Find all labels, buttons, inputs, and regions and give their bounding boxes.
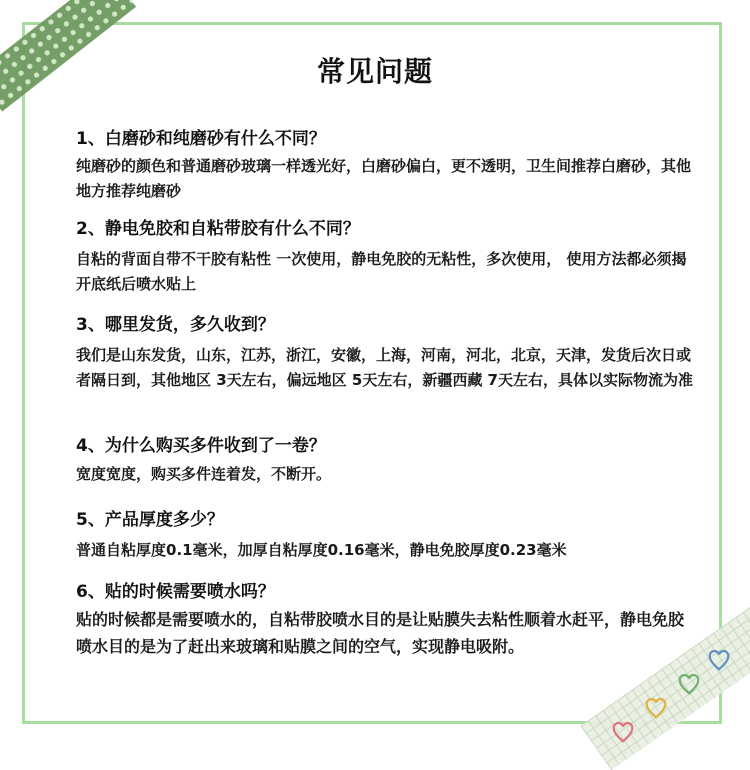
question-4: 4、为什么购买多件收到了一卷？: [76, 436, 326, 456]
question-2: 2、静电免胶和自粘带胶有什么不同？: [76, 219, 360, 239]
heart-icon: [645, 698, 667, 720]
answer-3: 我们是山东发货，山东，江苏，浙江，安徽，上海，河南，河北，北京，天津，发货后次日或者隔日到，其他地区 3天左右，偏远地区 5天左右，新疆西藏 7天左右，具体以实际物流为准: [76, 346, 693, 389]
question-5: 5、产品厚度多少？: [76, 510, 224, 530]
answer-4: 宽度宽度，购买多件连着发，不断开。: [76, 465, 332, 483]
heart-icon: [708, 650, 730, 672]
heart-icon: [612, 722, 634, 744]
answer-1: 纯磨砂的颜色和普通磨砂玻璃一样透光好，白磨砂偏白，更不透明，卫生间推荐白磨砂，其他地方推荐纯磨砂: [76, 157, 692, 200]
answer-6: 贴的时候都是需要喷水的，自粘带胶喷水目的是让贴膜失去粘性顺着水赶平，静电免胶喷水目的是为了赶出来玻璃和贴膜之间的空气，实现静电吸附。: [76, 610, 685, 656]
answer-2: 自粘的背面自带不干胶有粘性 一次使用，静电免胶的无粘性，多次使用， 使用方法都必须揭开底纸后喷水贴上: [76, 250, 687, 293]
answer-5: 普通自粘厚度0.1毫米，加厚自粘厚度0.16毫米，静电免胶厚度0.23毫米: [76, 541, 567, 559]
question-6: 6、贴的时候需要喷水吗？: [76, 582, 275, 602]
heart-icon: [678, 674, 700, 696]
page-title: 常见问题: [316, 55, 433, 88]
question-3: 3、哪里发货，多久收到？: [76, 315, 275, 335]
question-1: 1、白磨砂和纯磨砂有什么不同？: [76, 129, 326, 149]
